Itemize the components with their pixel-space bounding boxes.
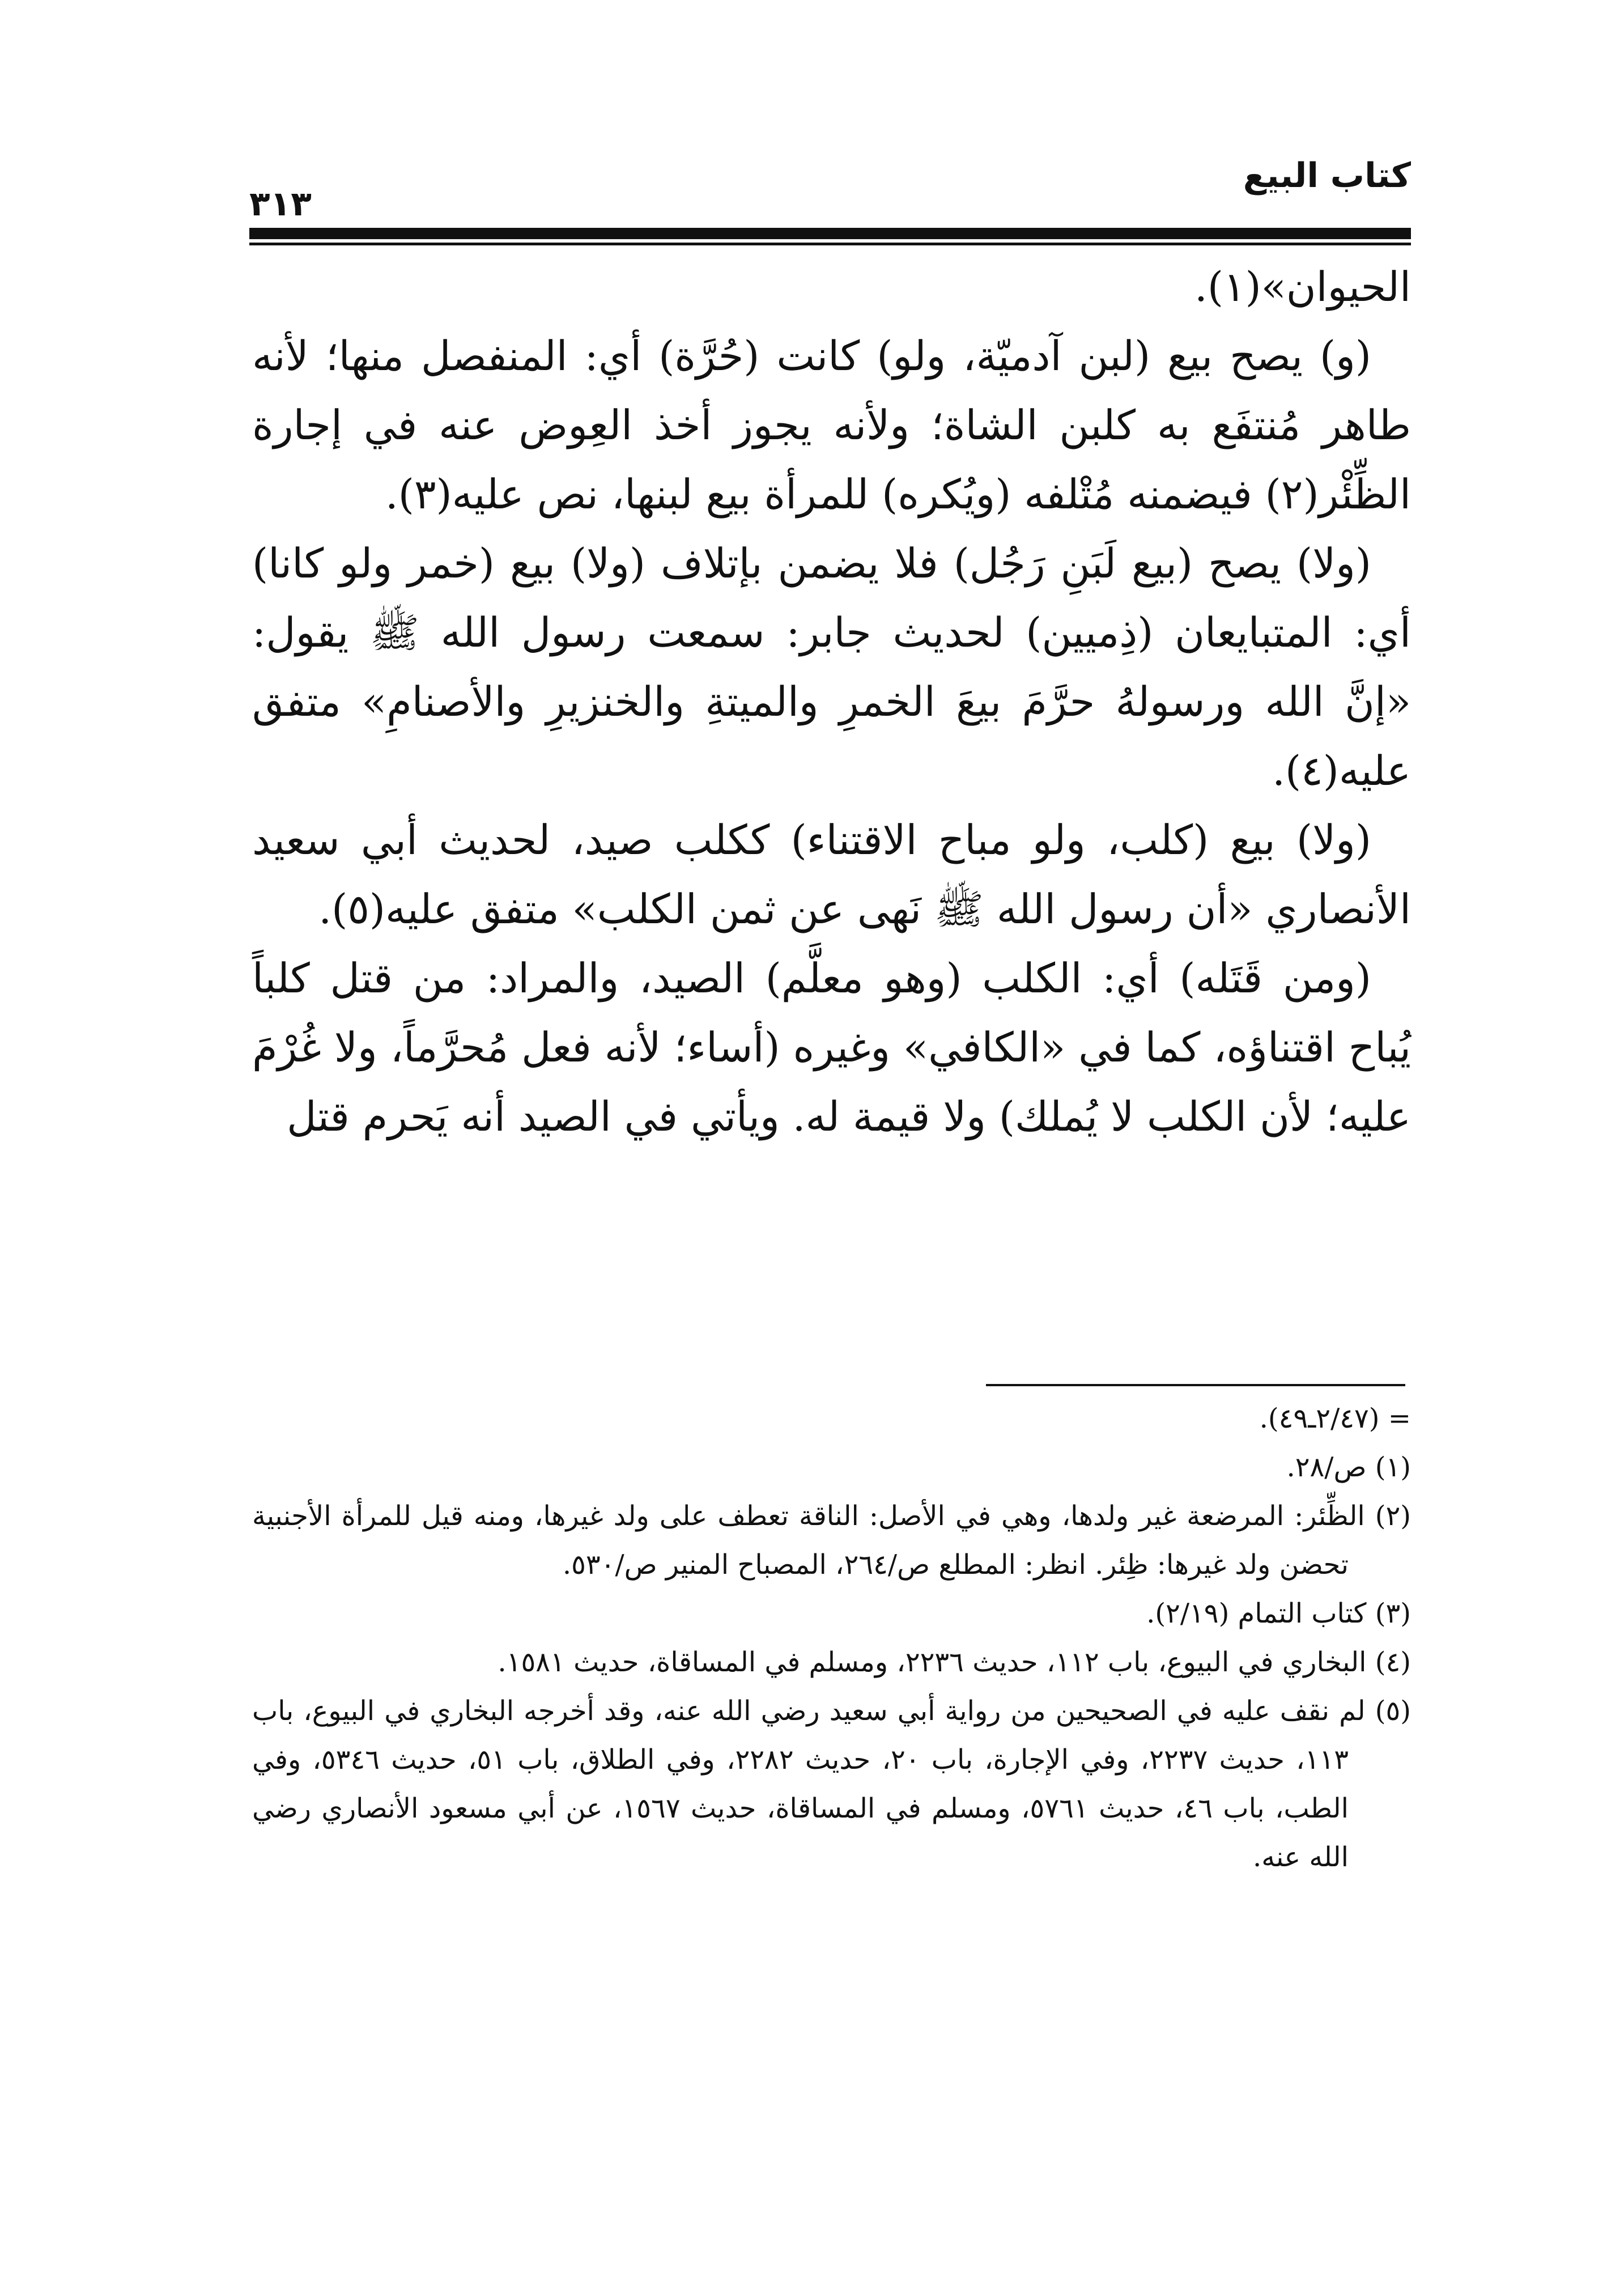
footnote-5: (٥) لم نقف عليه في الصحيحين من رواية أبي سعيد رضي الله عنه، وقد أخرجه البخاري في البيوع، باب ١١٣، حديث ٢٢٣٧، وفي الإجارة، باب ٢٠، حديث ٢٢٨٢، وفي الطلاق، باب ٥١، حديث ٥٣٤٦، وفي الطب، باب ٤٦، حديث ٥٧٦١، ومسلم في المساقاة، حديث ١٥٦٧، عن أبي مسعود الأنصاري رضي الله عنه. [252, 1695, 1411, 1873]
main-text [252, 252, 1411, 1151]
paragraph-4: (ولا) بيع (كلب، ولو مباح الاقتناء) ككلب صيد، لحديث أبي سعيد الأنصاري «أن رسول الله ﷺ نَهى عن ثمن الكلب» متفق عليه(٥). [252, 816, 1411, 933]
paragraph-2: (و) يصح بيع (لبن آدميّة، ولو) كانت (حُرَّة) أي: المنفصل منها؛ لأنه طاهر مُنتفَع به كلبن الشاة؛ ولأنه يجوز أخذ العِوض عنه في إجارة الظِّئْر(٢) فيضمنه مُتْلفه (ويُكره) للمرأة بيع لبنها، نص عليه(٣). [252, 332, 1412, 518]
footnote-4: (٤) البخاري في البيوع، باب ١١٢، حديث ٢٢٣٦، ومسلم في المساقاة، حديث ١٥٨١. [498, 1646, 1411, 1678]
footnote-1: (١) ص/٢٨. [1286, 1451, 1411, 1483]
footnote-separator [986, 1384, 1405, 1386]
header-rule-thick [249, 228, 1411, 239]
footnotes [252, 1394, 1411, 1882]
paragraph-3: (ولا) يصح (بيع لَبَنِ رَجُل) فلا يضمن بإتلاف (ولا) بيع (خمر ولو كانا) أي: المتبايعان (ذِميين) لحديث جابر: سمعت رسول الله ﷺ يقول: «إنَّ الله ورسولهُ حرَّمَ بيعَ الخمرِ والميتةِ والخنزيرِ والأصنامِ» متفق عليه(٤). [252, 540, 1411, 795]
footnote-continuation: = (٢/٤٧ـ٤٩). [1259, 1403, 1411, 1434]
footnote-2: (٢) الظِّئر: المرضعة غير ولدها، وهي في الأصل: الناقة تعطف على ولد غيرها، ومنه قيل للمرأة الأجنبية تحضن ولد غيرها: ظِئر. انظر: المطلع ص/٢٦٤، المصباح المنير ص/٥٣٠. [252, 1500, 1411, 1581]
page-number: ٣١٣ [249, 184, 312, 224]
paragraph-1: الحيوان»(١). [1194, 263, 1411, 311]
paragraph-5: (ومن قَتَله) أي: الكلب (وهو معلَّم) الصيد، والمراد: من قتل كلباً يُباح اقتناؤه، كما في «الكافي» وغيره (أساء؛ لأنه فعل مُحرَّماً، ولا غُرْمَ عليه؛ لأن الكلب لا يُملك) ولا قيمة له. ويأتي في الصيد أنه يَحرم قتل [252, 954, 1411, 1140]
running-header [249, 153, 1411, 255]
chapter-title: كتاب البيع [1243, 156, 1411, 196]
header-rule-thin [249, 243, 1411, 245]
footnote-3: (٣) كتاب التمام (٢/١٩). [1146, 1598, 1411, 1629]
